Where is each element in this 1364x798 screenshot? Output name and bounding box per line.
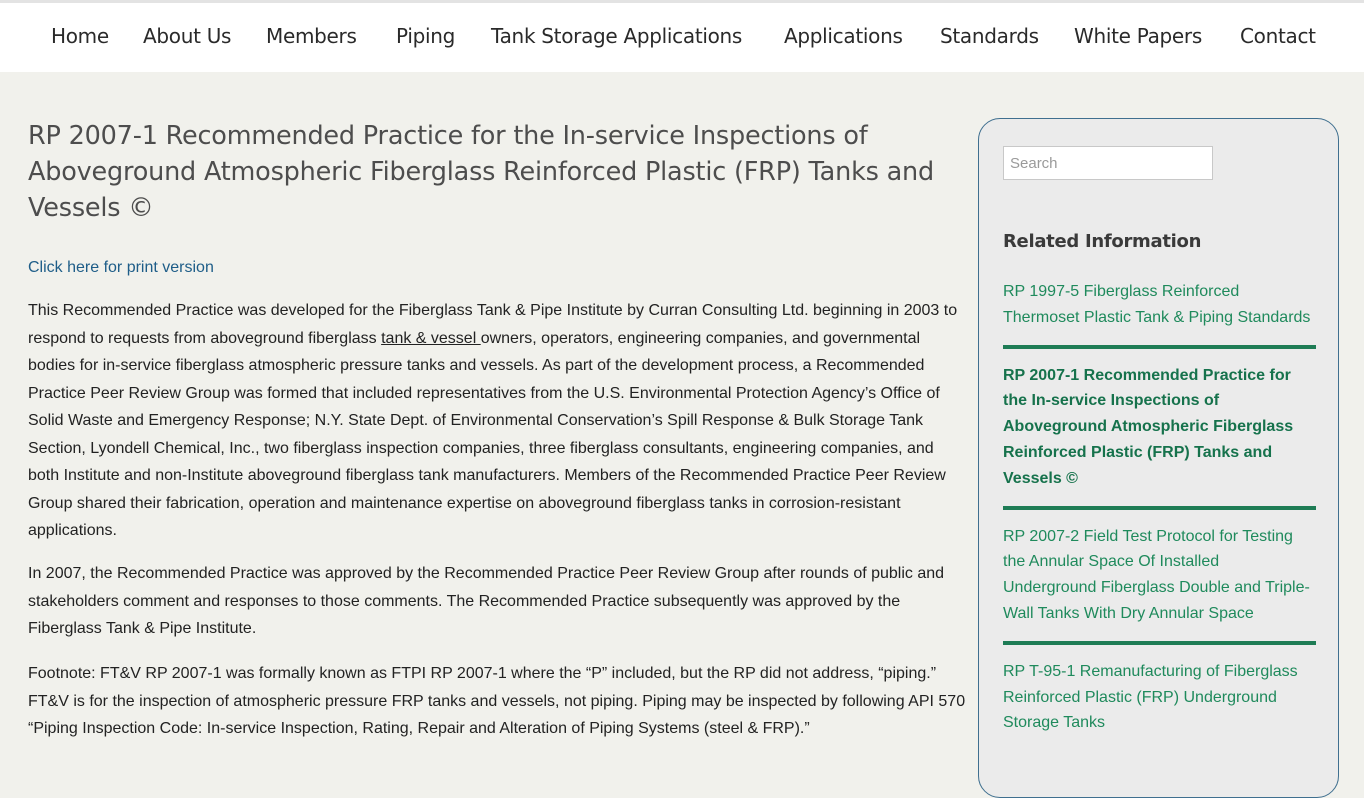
nav-members[interactable]: Members — [266, 24, 357, 48]
sidebar — [978, 118, 1339, 798]
nav-piping[interactable]: Piping — [396, 24, 456, 48]
nav-home[interactable]: Home — [51, 24, 109, 48]
related-link-rp-1997-5[interactable]: RP 1997-5 Fiberglass Reinforced Thermoset Plastic Tank & Piping Standards — [1003, 283, 1311, 326]
print-version-link[interactable]: Click here for print version — [28, 259, 214, 276]
related-item — [1003, 659, 1316, 736]
footnote-paragraph: Footnote: FT&V RP 2007-1 was formally known as FTPI RP 2007-1 where the “P” included, but the RP did not address, “piping.” FT&V is for the inspection of atmospheric pressure FRP tanks and vessels, not piping. Piping may be inspected by following API 570 “Piping Inspection Code: In-service Inspection, Rating, Repair and Alteration of Piping Systems (steel & FRP).” — [28, 665, 966, 737]
search-input[interactable] — [1003, 146, 1213, 180]
related-information-heading: Related Information — [1003, 231, 1202, 252]
related-item-current — [1003, 363, 1316, 492]
nav-contact[interactable]: Contact — [1240, 24, 1316, 48]
intro-text-start: This Recommended Practice was developed for the Fiberglass Tank & Pipe Institute by Curran Consulting Ltd. beginning in 2003 to respond to requests from aboveground fiberglass — [28, 302, 958, 347]
related-item — [1003, 524, 1316, 627]
approval-paragraph: In 2007, the Recommended Practice was approved by the Recommended Practice Peer Review Group after rounds of public and stakeholders comment and responses to those comments. The Recommended Practice subsequently was approved by the Fiberglass Tank & Pipe Institute. — [28, 565, 945, 637]
main-content — [28, 118, 968, 737]
main-navigation — [0, 3, 1364, 72]
nav-applications[interactable]: Applications — [784, 24, 903, 48]
nav-white-papers[interactable]: White Papers — [1074, 24, 1202, 48]
nav-standards[interactable]: Standards — [940, 24, 1039, 48]
related-divider — [1003, 506, 1316, 510]
related-item — [1003, 279, 1316, 331]
related-link-rp-2007-2[interactable]: RP 2007-2 Field Test Protocol for Testing the Annular Space Of Installed Underground Fiberglass Double and Triple-Wall Tanks With Dry Annular Space — [1003, 527, 1310, 622]
related-divider — [1003, 641, 1316, 645]
tank-vessel-link[interactable]: tank & vessel — [381, 329, 481, 347]
related-link-rp-t-95-1[interactable]: RP T-95-1 Remanufacturing of Fiberglass Reinforced Plastic (FRP) Underground Storage Tanks — [1003, 662, 1298, 732]
related-divider — [1003, 345, 1316, 349]
page-title: RP 2007-1 Recommended Practice for the In-service Inspections of Aboveground Atmospheric Fiberglass Reinforced Plastic (FRP) Tanks and Vessels © — [28, 121, 935, 223]
intro-text-end: owners, operators, engineering companies, and governmental bodies for in-service fiberglass atmospheric pressure tanks and vessels. As part of the development process, a Recommended Practice Peer Review Group was formed that included representatives from the U.S. Environmental Protection Agency’s Office of Solid Waste and Emergency Response; N.Y. State Dept. of Environmental Conservation’s Spill Response & Bulk Storage Tank Section, Lyondell Chemical, Inc., two fiberglass inspection companies, three fiberglass consultants, engineering companies, and both Institute and non-Institute aboveground fiberglass tank manufacturers. Members of the Recommended Practice Peer Review Group shared their fabrication, operation and maintenance expertise on aboveground fiberglass tanks in corrosion-resistant applications. — [28, 329, 946, 539]
nav-tank-storage-applications[interactable]: Tank Storage Applications — [491, 24, 743, 48]
related-links-list — [1003, 279, 1316, 736]
nav-about-us[interactable]: About Us — [143, 24, 232, 48]
intro-paragraph — [28, 297, 968, 545]
related-link-rp-2007-1[interactable]: RP 2007-1 Recommended Practice for the In-service Inspections of Aboveground Atmospheric Fiberglass Reinforced Plastic (FRP) Tanks and Vessels © — [1003, 366, 1294, 487]
